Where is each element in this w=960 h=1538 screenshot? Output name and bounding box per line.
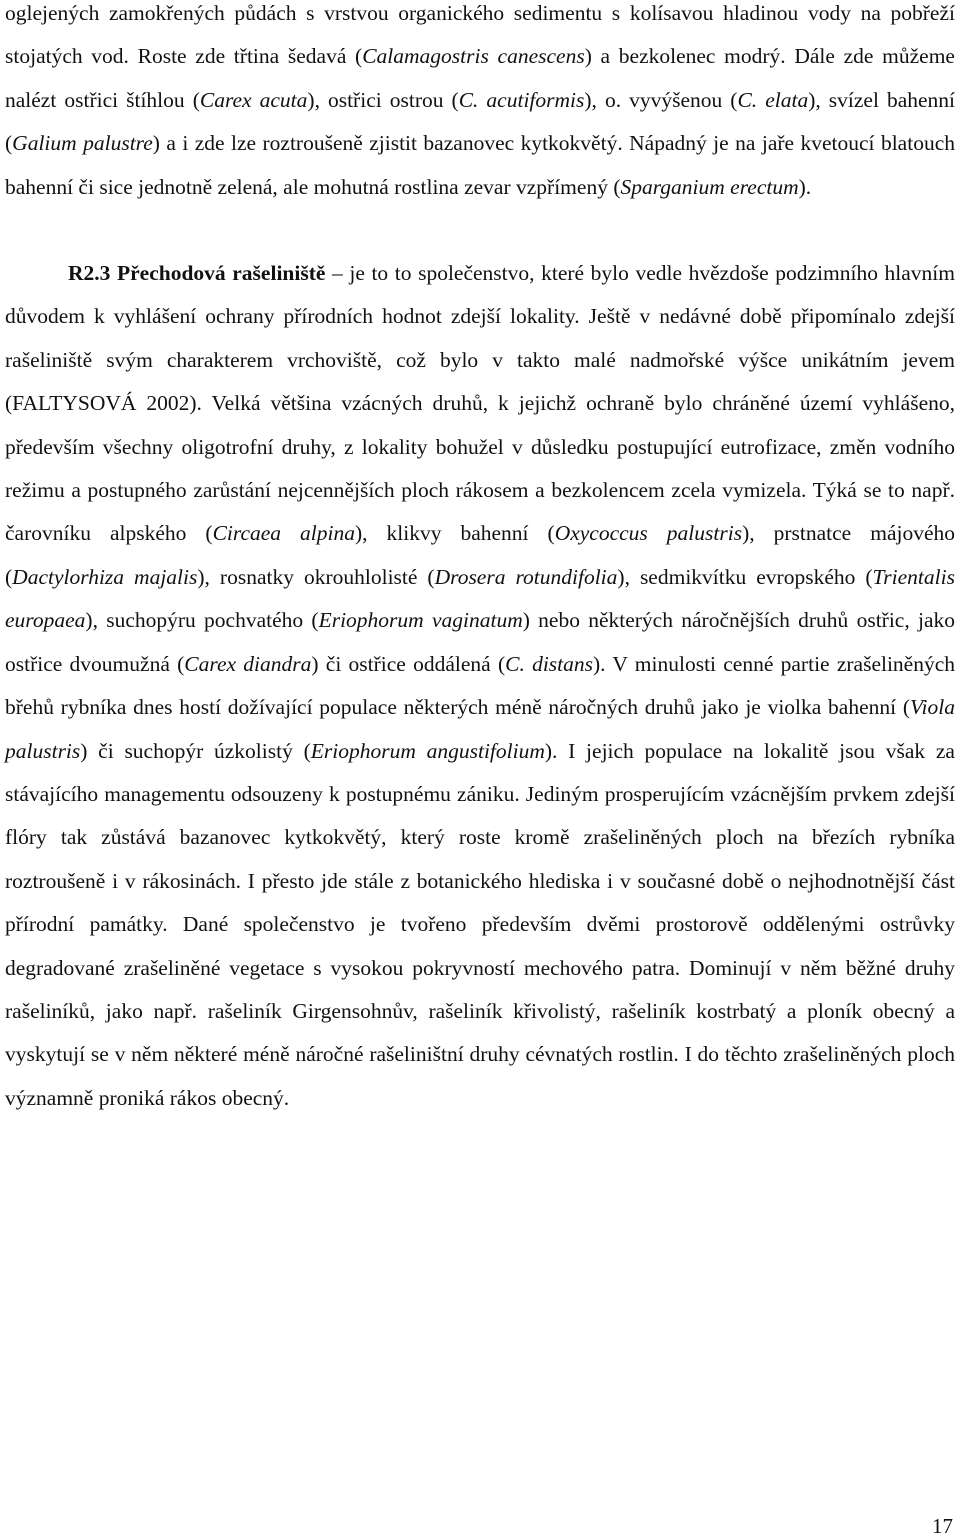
section-body [5, 261, 955, 1110]
text-run: ), sedmikvítku evropského ( [617, 564, 873, 589]
text-run: ) a bezkolenec modrý. Dále zde můžeme nalézt ostřici štíhlou ( [5, 44, 955, 112]
text-run: ). [798, 174, 812, 199]
species-name: Carex diandra [184, 651, 312, 676]
species-name: Trientalis europaea [5, 564, 955, 633]
species-name: Circaea alpina [212, 521, 355, 546]
section-title: Přechodová rašeliniště [117, 261, 326, 286]
species-name: C. distans [505, 651, 594, 676]
text-run: ), klikvy bahenní ( [354, 521, 555, 546]
text-run: ), rosnatky okrouhlolisté ( [197, 564, 435, 589]
text-run: ), ostřici ostrou ( [307, 87, 459, 112]
species-name: Oxycoccus palustris [554, 521, 743, 546]
text-run: ) a i zde lze roztroušeně zjistit bazanovec kytkokvětý. Nápadný je na jaře kvetoucí blatouch bahenní či sice jednotně zelená, ale mohutná rostlina zevar vzpřímený ( [5, 131, 955, 199]
species-name: Carex acuta [199, 87, 308, 112]
species-name: Eriophorum angustifolium [310, 738, 545, 763]
species-name: C. elata [737, 87, 809, 112]
species-name: Sparganium erectum [620, 174, 799, 199]
text-run: ) nebo některých náročnějších druhů ostřic, jako ostřice dvoumužná ( [5, 608, 955, 676]
text-run: ), suchopýru pochvatého ( [85, 608, 319, 633]
page-number: 17 [932, 1514, 953, 1538]
text-run: ) či suchopýr úzkolistý ( [80, 738, 311, 763]
text-run: ). V minulosti cenné partie zrašeliněných břehů rybníka dnes hostí dožívající populace některých méně náročných druhů jako je violka bahenní ( [5, 651, 956, 720]
text-run: ), o. vyvýšenou ( [584, 87, 738, 112]
text-run: ) či ostřice oddálená ( [311, 651, 506, 676]
text-run: ), svízel bahenní ( [5, 87, 956, 156]
paragraph-transitional-mires [5, 252, 955, 1120]
text-run: oglejených zamokřených půdách s vrstvou organického sedimentu s kolísavou hladinou vody na pobřeží stojatých vod. Roste zde třtina šedavá ( [5, 1, 955, 69]
species-name: Galium palustre [12, 131, 153, 156]
text-run: – je to to společenstvo, které bylo vedle hvězdoše podzimního hlavním důvodem k vyhlášení ochrany přírodních hodnot zdejší lokality. Ještě v nedávné době připomínalo zdejší rašeliniště svým charakterem vrchoviště, což bylo v takto malé nadmořské výšce unikátním jevem (FALTYSOVÁ 2002). Velká většina vzácných druhů, k jejichž ochraně bylo chráněné území vyhlášeno, především všechny oligotrofní druhy, z lokality bohužel v důsledku postupující eutrofizace, změn vodního režimu a postupného zarůstání nejcennějších ploch rákosem a bezkolencem zcela vymizela. Týká se to např. čarovníku alpského ( [5, 261, 955, 546]
document-page [5, 0, 955, 1120]
section-code: R2.3 [68, 261, 111, 286]
text-run: ). I jejich populace na lokalitě jsou však za stávajícího managementu odsouzeny k postupnému zániku. Jediným prosperujícím vzácnějším prvkem zdejší flóry tak zůstává bazanovec kytkokvětý, který roste kromě zrašeliněných ploch na březích rybníka roztroušeně i v rákosinách. I přesto jde stále z botanického hlediska i v současné době o nejhodnotnější část přírodní památky. Dané společenstvo je tvořeno především dvěmi prostorově oddělenými ostrůvky degradované zrašeliněné vegetace s vysokou pokryvností mechového patra. Dominují v něm běžné druhy rašeliníků, jako např. rašeliník Girgensohnův, rašeliník křivolistý, rašeliník kostrbatý a ploník obecný a vyskytují se v něm některé méně náročné rašeliništní druhy cévnatých rostlin. I do těchto zrašeliněných ploch významně proniká rákos obecný. [5, 738, 955, 1110]
species-name: Viola palustris [5, 695, 955, 763]
text-run: ), prstnatce májového ( [5, 521, 955, 589]
paragraph-wet-meadow-vegetation [5, 0, 955, 209]
species-name: Eriophorum vaginatum [318, 608, 523, 633]
species-name: Dactylorhiza majalis [12, 564, 198, 589]
species-name: C. acutiformis [458, 87, 585, 112]
species-name: Calamagostris canescens [362, 44, 585, 69]
species-name: Drosera rotundifolia [434, 564, 618, 589]
